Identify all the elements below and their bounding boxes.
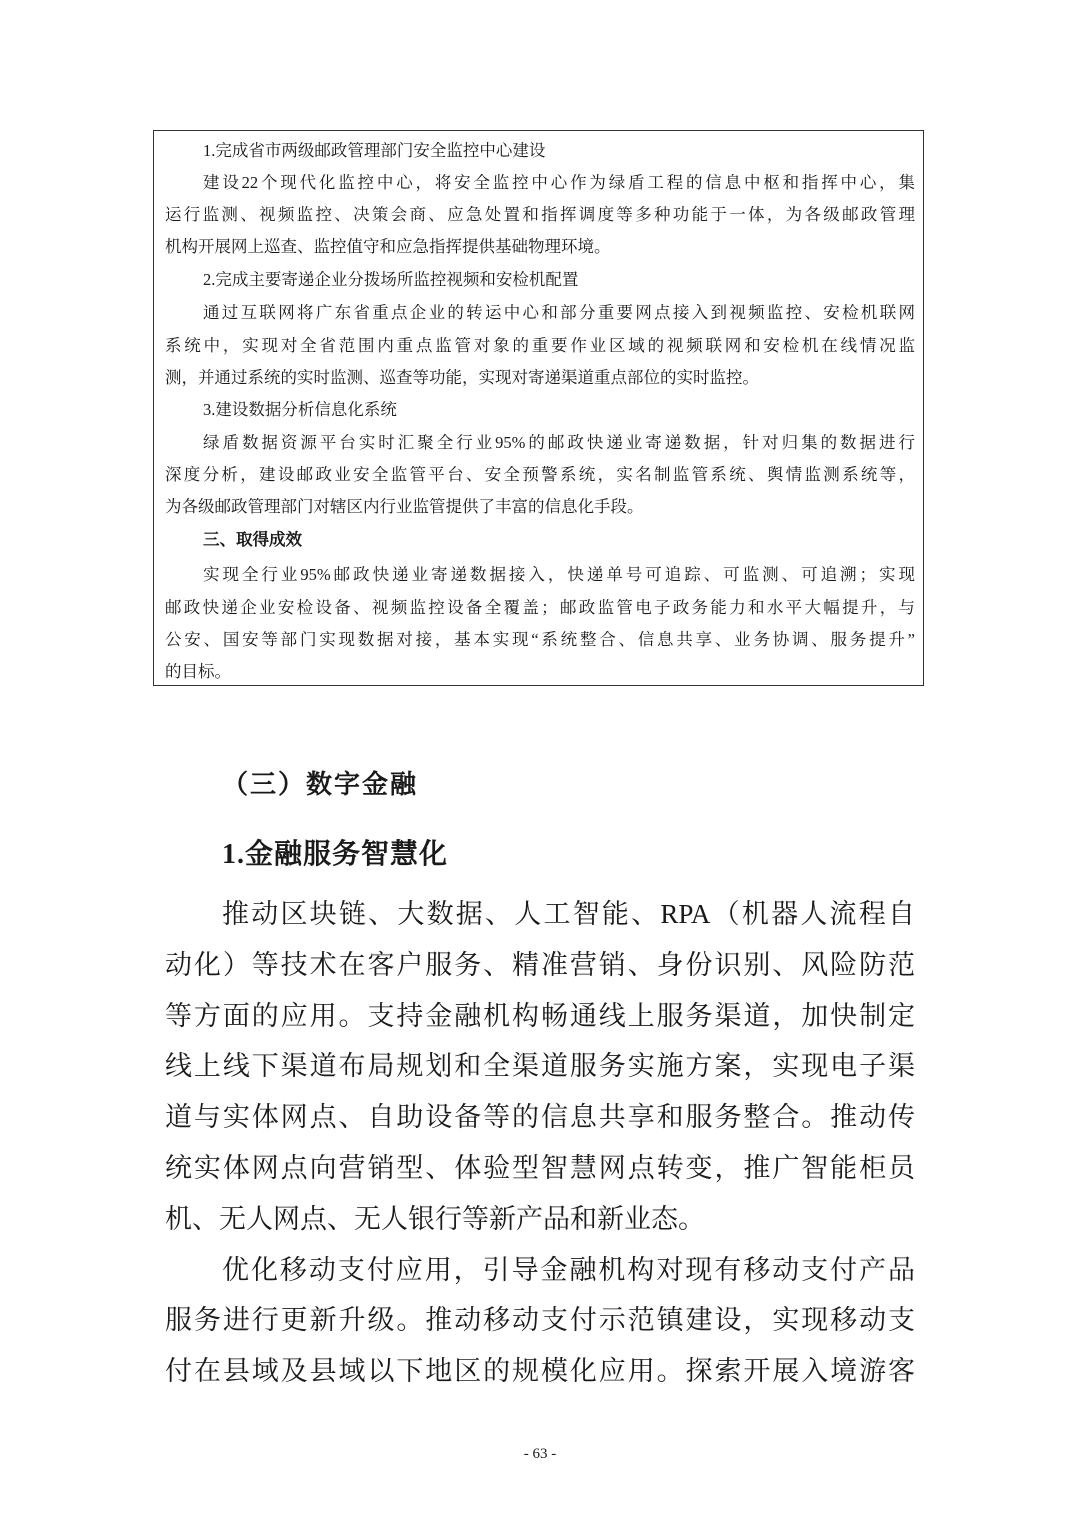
- paragraph-line: 服务进行更新升级。推动移动支付示范镇建设，实现移动支: [165, 1305, 915, 1336]
- box-text-line: 3.建设数据分析信息化系统: [203, 400, 397, 419]
- box-text-line: 的目标。: [165, 662, 231, 681]
- box-text-line: 实现全行业95%邮政快递业寄递数据接入，快递单号可追踪、可监测、可追溯；实现: [203, 565, 915, 584]
- box-text-line: 深度分析，建设邮政业安全监管平台、安全预警系统，实名制监管系统、舆情监测系统等，: [165, 465, 915, 484]
- box-text-line: 通过互联网将广东省重点企业的转运中心和部分重要网点接入到视频监控、安检机联网: [203, 303, 915, 322]
- box-text-line: 绿盾数据资源平台实时汇聚全行业95%的邮政快递业寄递数据，针对归集的数据进行: [203, 433, 915, 452]
- paragraph-line: 优化移动支付应用，引导金融机构对现有移动支付产品: [222, 1254, 915, 1285]
- section-heading: （三）数字金融: [222, 770, 419, 799]
- paragraph-line: 等方面的应用。支持金融机构畅通线上服务渠道，加快制定: [165, 1000, 915, 1031]
- box-text-line: 建设22个现代化监控中心，将安全监控中心作为绿盾工程的信息中枢和指挥中心，集: [203, 173, 915, 192]
- paragraph-line: 统实体网点向营销型、体验型智慧网点转变，推广智能柜员: [165, 1153, 915, 1183]
- paragraph-line: 道与实体网点、自助设备等的信息共享和服务整合。推动传: [165, 1102, 915, 1133]
- box-text-line: 测，并通过系统的实时监测、巡查等功能，实现对寄递渠道重点部位的实时监控。: [165, 368, 759, 387]
- box-text-line: 运行监测、视频监控、决策会商、应急处置和指挥调度等多种功能于一体，为各级邮政管理: [165, 205, 915, 224]
- subsection-heading: 1.金融服务智慧化: [222, 839, 449, 870]
- paragraph-line: 动化）等技术在客户服务、精准营销、身份识别、风险防范: [165, 949, 915, 980]
- paragraph-line: 线上线下渠道布局规划和全渠道服务实施方案，实现电子渠: [165, 1051, 915, 1082]
- paragraph-line: 推动区块链、大数据、人工智能、RPA（机器人流程自: [222, 899, 915, 929]
- box-text-line: 系统中，实现对全省范围内重点监管对象的重要作业区域的视频联网和安检机在线情况监: [165, 336, 915, 355]
- box-text-line: 邮政快递企业安检设备、视频监控设备全覆盖；邮政监管电子政务能力和水平大幅提升，与: [165, 598, 915, 617]
- paragraph-line: 机、无人网点、无人银行等新产品和新业态。: [165, 1203, 705, 1234]
- box-text-line: 1.完成省市两级邮政管理部门安全监控中心建设: [203, 141, 546, 160]
- box-text-line: 为各级邮政管理部门对辖区内行业监管提供了丰富的信息化手段。: [165, 497, 644, 516]
- box-subheading: 三、取得成效: [203, 530, 302, 549]
- box-text-line: 2.完成主要寄递企业分拨场所监控视频和安检机配置: [203, 270, 579, 289]
- box-text-line: 公安、国安等部门实现数据对接，基本实现“系统整合、信息共享、业务协调、服务提升”: [165, 630, 915, 649]
- paragraph-line: 付在县域及县域以下地区的规模化应用。探索开展入境游客: [165, 1356, 915, 1387]
- box-text-line: 机构开展网上巡查、监控值守和应急指挥提供基础物理环境。: [165, 237, 611, 256]
- page-number: - 63 -: [523, 1446, 557, 1462]
